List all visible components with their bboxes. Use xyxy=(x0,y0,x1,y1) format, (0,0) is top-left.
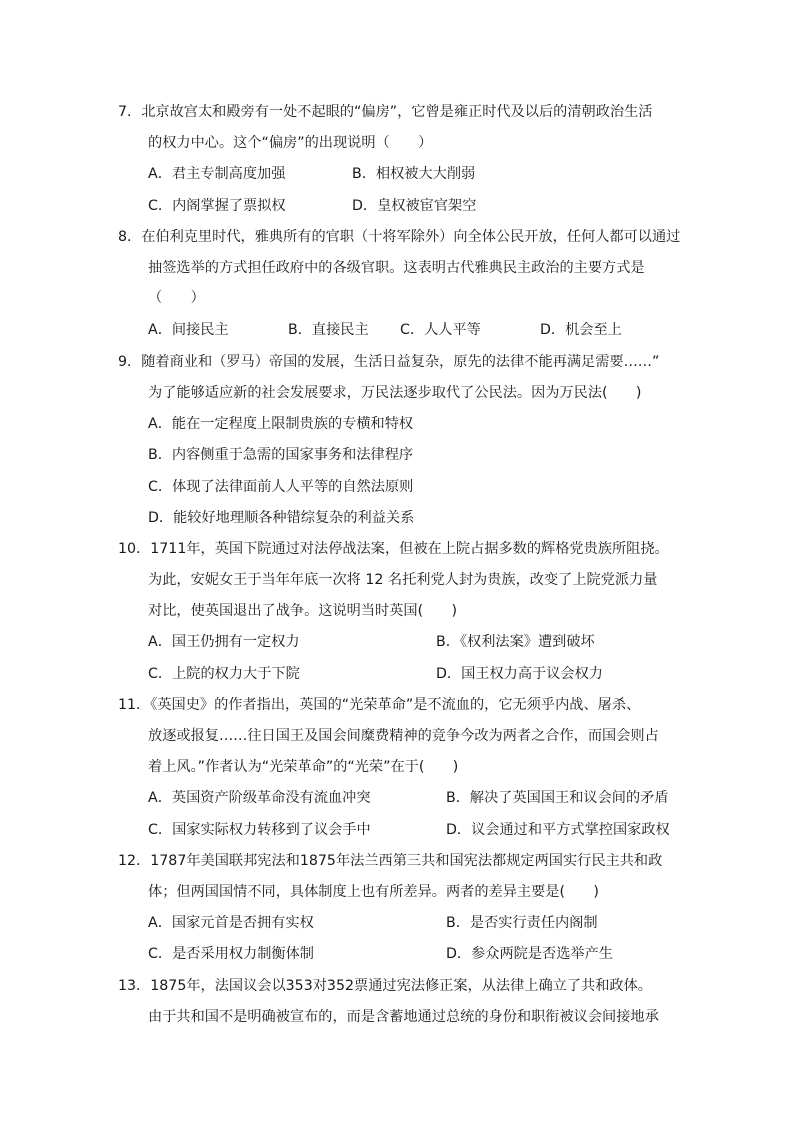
question-12-stem-line-1: 12．1787年美国联邦宪法和1875年法兰西第三共和国宪法都规定两国实行民主共和政 xyxy=(118,853,663,869)
question-11-stem-line-2: 放逐或报复……往日国王及国会间糜费精神的竞争今改为两者之合作，而国会则占 xyxy=(148,728,659,744)
question-10-stem-line-3: 对比，使英国退出了战争。这说明当时英国( ) xyxy=(148,603,458,619)
question-9-option-b: B．内容侧重于急需的国家事务和法律程序 xyxy=(148,447,414,463)
question-11-option-c: C．国家实际权力转移到了议会手中 xyxy=(148,822,371,838)
question-11-option-d: D．议会通过和平方式掌控国家政权 xyxy=(446,822,670,838)
question-10-option-a: A．国王仍拥有一定权力 xyxy=(148,634,300,650)
question-9-option-c: C．体现了法律面前人人平等的自然法原则 xyxy=(148,479,414,495)
question-12-option-c: C．是否采用权力制衡体制 xyxy=(148,946,314,962)
question-8-option-d: D．机会至上 xyxy=(540,322,622,338)
question-10-stem-line-2: 为此，安妮女王于当年年底一次将 12 名托利党人封为贵族，改变了上院党派力量 xyxy=(148,572,658,588)
question-7-option-b: B．相权被大大削弱 xyxy=(352,166,476,182)
question-13-stem-line-1: 13．1875年，法国议会以353对352票通过宪法修正案，从法律上确立了共和政体。 xyxy=(118,978,652,994)
question-11-option-b: B．解决了英国国王和议会间的矛盾 xyxy=(446,790,669,806)
question-8-stem-line-3: （ ） xyxy=(148,290,205,306)
question-9-option-a: A．能在一定程度上限制贵族的专横和特权 xyxy=(148,416,414,432)
question-9-stem-line-1: 9．随着商业和（罗马）帝国的发展，生活日益复杂，原先的法律不能再满足需要……” xyxy=(118,354,660,370)
question-11-stem-line-3: 着上风。”作者认为“光荣革命”的“光荣”在于( ) xyxy=(148,759,459,775)
question-9-stem-line-2: 为了能够适应新的社会发展要求，万民法逐步取代了公民法。因为万民法( ) xyxy=(148,385,642,401)
question-12-option-b: B．是否实行责任内阁制 xyxy=(446,915,598,931)
question-7-stem-line-1: 7．北京故宫太和殿旁有一处不起眼的“偏房”，它曾是雍正时代及以后的清朝政治生活 xyxy=(118,104,653,120)
question-8-stem-line-1: 8．在伯利克里时代，雅典所有的官职（十将军除外）向全体公民开放，任何人都可以通过 xyxy=(118,229,681,245)
question-8-option-b: B．直接民主 xyxy=(288,322,369,338)
question-13-stem-line-2: 由于共和国不是明确被宣布的，而是含蓄地通过总统的身份和职衔被议会间接地承 xyxy=(148,1009,659,1025)
question-9-option-d: D．能较好地理顺各种错综复杂的利益关系 xyxy=(148,510,415,526)
question-8-stem-line-2: 抽签选举的方式担任政府中的各级官职。这表明古代雅典民主政治的主要方式是 xyxy=(148,260,645,276)
question-8-option-a: A．间接民主 xyxy=(148,322,229,338)
question-7-stem-line-2: 的权力中心。这个“偏房”的出现说明（ ） xyxy=(148,135,433,151)
question-12-option-d: D．参众两院是否选举产生 xyxy=(446,946,613,962)
question-7-option-a: A．君主专制高度加强 xyxy=(148,166,286,182)
question-12-stem-line-2: 体；但两国国情不同，具体制度上也有所差异。两者的差异主要是( ) xyxy=(148,884,599,900)
question-10-stem-line-1: 10．1711年，英国下院通过对法停战法案，但被在上院占据多数的辉格党贵族所阻挠。 xyxy=(118,541,669,557)
question-10-option-c: C．上院的权力大于下院 xyxy=(148,666,300,682)
question-8-option-c: C．人人平等 xyxy=(400,322,481,338)
question-7-option-d: D．皇权被宦官架空 xyxy=(352,198,477,214)
question-11-option-a: A．英国资产阶级革命没有流血冲突 xyxy=(148,790,371,806)
question-11-stem-line-1: 11．《英国史》的作者指出，英国的“光荣革命”是不流血的，它无须乎内战、屠杀、 xyxy=(118,697,641,713)
question-10-option-d: D．国王权力高于议会权力 xyxy=(436,666,603,682)
question-10-option-b: B．《权利法案》遭到破坏 xyxy=(436,634,595,650)
question-12-option-a: A．国家元首是否拥有实权 xyxy=(148,915,314,931)
question-7-option-c: C．内阁掌握了票拟权 xyxy=(148,198,286,214)
